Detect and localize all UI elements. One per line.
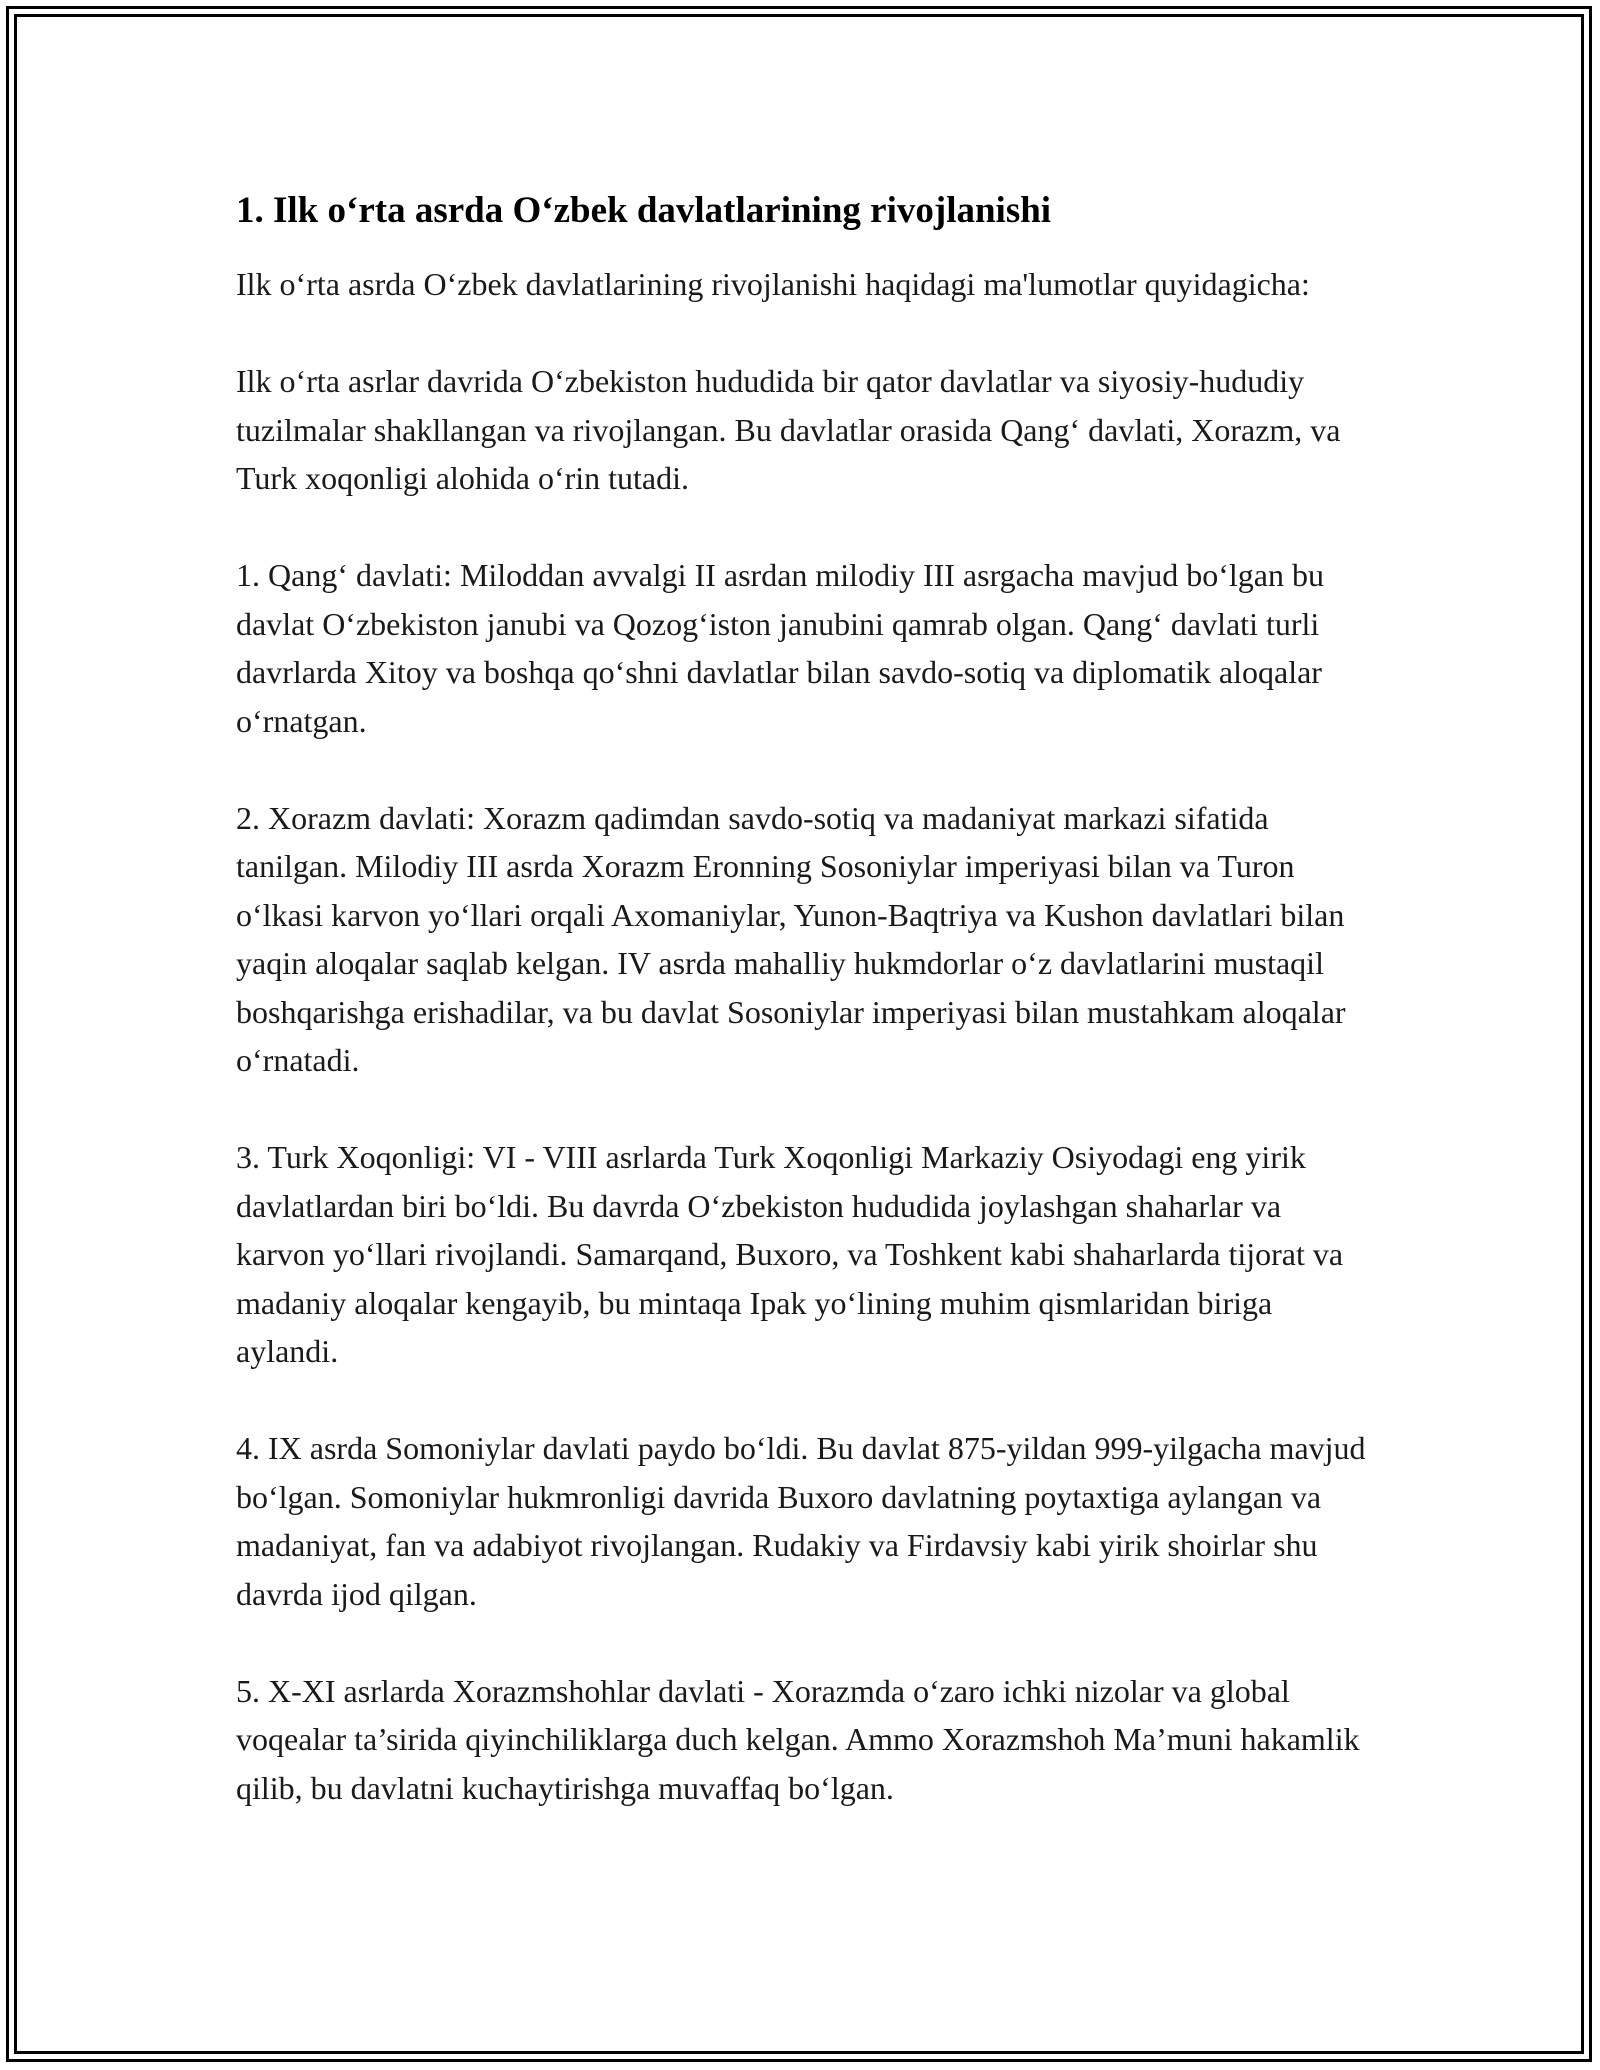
overview-paragraph: Ilk o‘rta asrlar davrida O‘zbekiston hududida bir qator davlatlar va siyosiy-hududiy tuzilmalar shakllangan va rivojlangan. Bu davlatlar orasida Qang‘ davlati, Xorazm, va Turk xoqonligi alohida o‘rin tutadi. <box>236 363 1341 496</box>
document-title: 1. Ilk o‘rta asrda O‘zbek davlatlarining rivojlanishi <box>236 190 1052 231</box>
list-item-xorazmshohlar: 5. X-XI asrlarda Xorazmshohlar davlati - Xorazmda o‘zaro ichki nizolar va global voqealar ta’sirida qiyinchiliklarga duch kelgan. Ammo Xorazmshoh Ma’muni hakamlik qilib, bu davlatni kuchaytirishga muvaffaq bo‘lgan. <box>236 1672 1360 1806</box>
list-item-xorazm: 2. Xorazm davlati: Xorazm qadimdan savdo-sotiq va madaniyat markazi sifatida tanilgan. Milodiy III asrda Xorazm Eronning Sosoniylar imperiyasi bilan va Turon o‘lkasi karvon yo‘llari orqali Axomaniylar, Yunon-Baqtriya va Kushon davlatlari bilan yaqin aloqalar saqlab kelgan. IV asrda mahalliy hukmdorlar o‘z davlatlarini mustaqil boshqarishga erishadilar, va bu davlat Sosoniylar imperiyasi bilan mustahkam aloqalar o‘rnatadi. <box>236 799 1346 1078</box>
list-item-somoniylar: 4. IX asrda Somoniylar davlati paydo bo‘ldi. Bu davlat 875-yildan 999-yilgacha mavjud bo‘lgan. Somoniylar hukmronligi davrida Buxoro davlatning poytaxtiga aylangan va madaniyat, fan va adabiyot rivojlangan. Rudakiy va Firdavsiy kabi yirik shoirlar shu davrda ijod qilgan. <box>236 1430 1366 1612</box>
document-body <box>236 186 1376 1861</box>
list-item-turk-xoqonligi: 3. Turk Xoqonligi: VI - VIII asrlarda Turk Xoqonligi Markaziy Osiyodagi eng yirik davlatlardan biri bo‘ldi. Bu davrda O‘zbekiston hududida joylashgan shaharlar va karvon yo‘llari rivojlandi. Samarqand, Buxoro, va Toshkent kabi shaharlarda tijorat va madaniy aloqalar kengayib, bu mintaqa Ipak yo‘lining muhim qismlaridan biriga aylandi. <box>236 1139 1344 1369</box>
list-item-qang: 1. Qang‘ davlati: Miloddan avvalgi II asrdan milodiy III asrgacha mavjud bo‘lgan bu davlat O‘zbekiston janubi va Qozog‘iston janubini qamrab olgan. Qang‘ davlati turli davrlarda Xitoy va boshqa qo‘shni davlatlar bilan savdo-sotiq va diplomatik aloqalar o‘rnatgan. <box>236 557 1324 739</box>
intro-paragraph: Ilk o‘rta asrda O‘zbek davlatlarining rivojlanishi haqidagi ma'lumotlar quyidagicha: <box>236 266 1310 302</box>
